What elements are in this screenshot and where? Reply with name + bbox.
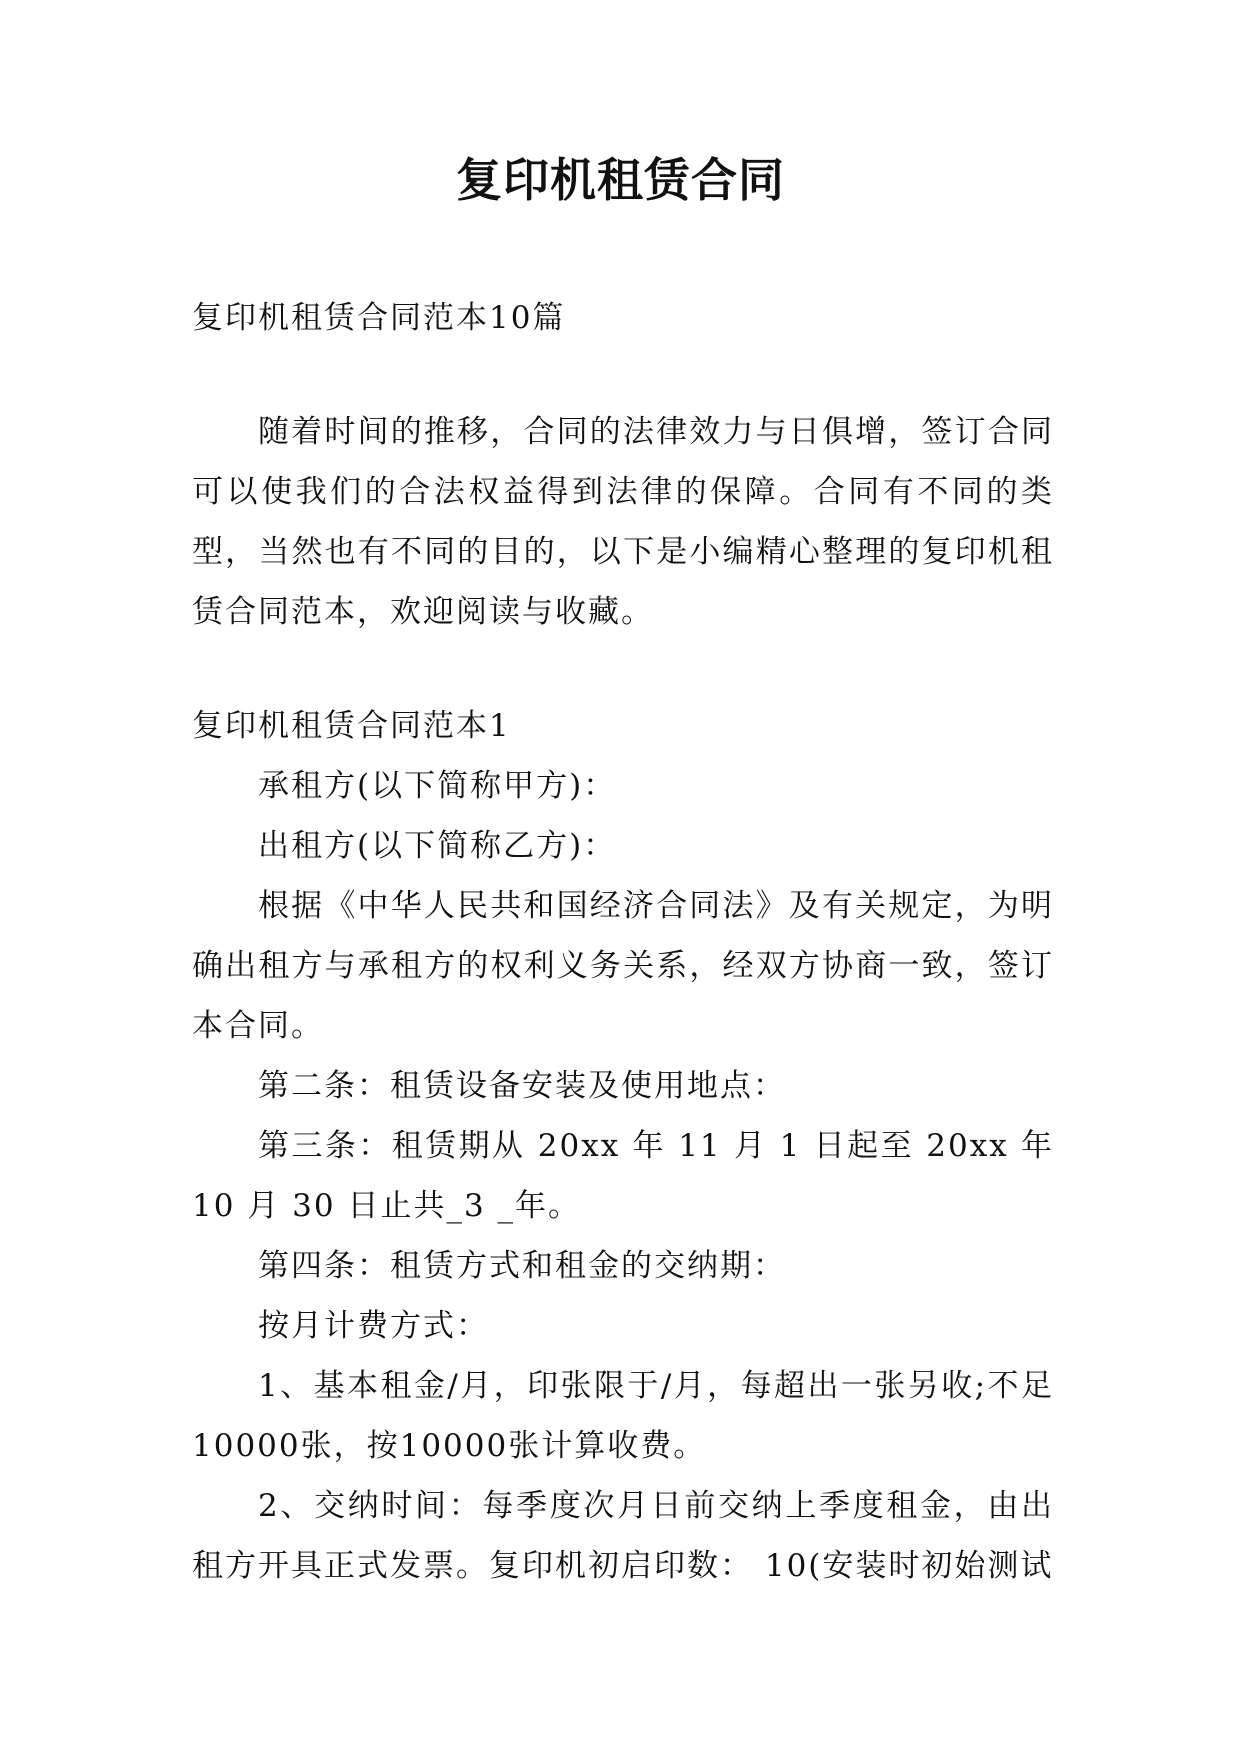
contract-body [192, 696, 1054, 1596]
document-subtitle [192, 288, 1054, 348]
lessee-line: 承租方(以下简称甲方)： [258, 768, 617, 804]
basis-paragraph: 根据《中华人民共和国经济合同法》及有关规定，为明确出租方与承租方的权利义务关系，经双方协商一致，签订本合同。 [192, 888, 1054, 1044]
intro-paragraph-block [192, 402, 1054, 642]
document-title: 复印机租赁合同 [456, 153, 785, 207]
section-heading: 复印机租赁合同范本1 [192, 708, 511, 744]
clause-1: 1、基本租金/月，印张限于/月，每超出一张另收;不足10000张，按10000张计算收费。 [192, 1368, 1054, 1464]
article-4: 第四条：租赁方式和租金的交纳期： [258, 1248, 786, 1284]
subtitle-text: 复印机租赁合同范本10篇 [192, 300, 566, 336]
article-3: 第三条：租赁期从 20xx 年 11 月 1 日起至 20xx 年 10 月 30 日止共_3 _年。 [192, 1128, 1054, 1224]
lessor-line: 出租方(以下简称乙方)： [258, 828, 617, 864]
article-2: 第二条：租赁设备安装及使用地点： [258, 1068, 786, 1104]
intro-paragraph: 随着时间的推移，合同的法律效力与日俱增，签订合同可以使我们的合法权益得到法律的保障。合同有不同的类型，当然也有不同的目的，以下是小编精心整理的复印机租赁合同范本，欢迎阅读与收藏。 [192, 414, 1054, 630]
clause-2: 2、交纳时间：每季度次月日前交纳上季度租金，由出租方开具正式发票。复印机初启印数： 10(安装时初始测试 [192, 1488, 1054, 1584]
monthly-billing-line: 按月计费方式： [258, 1308, 489, 1344]
